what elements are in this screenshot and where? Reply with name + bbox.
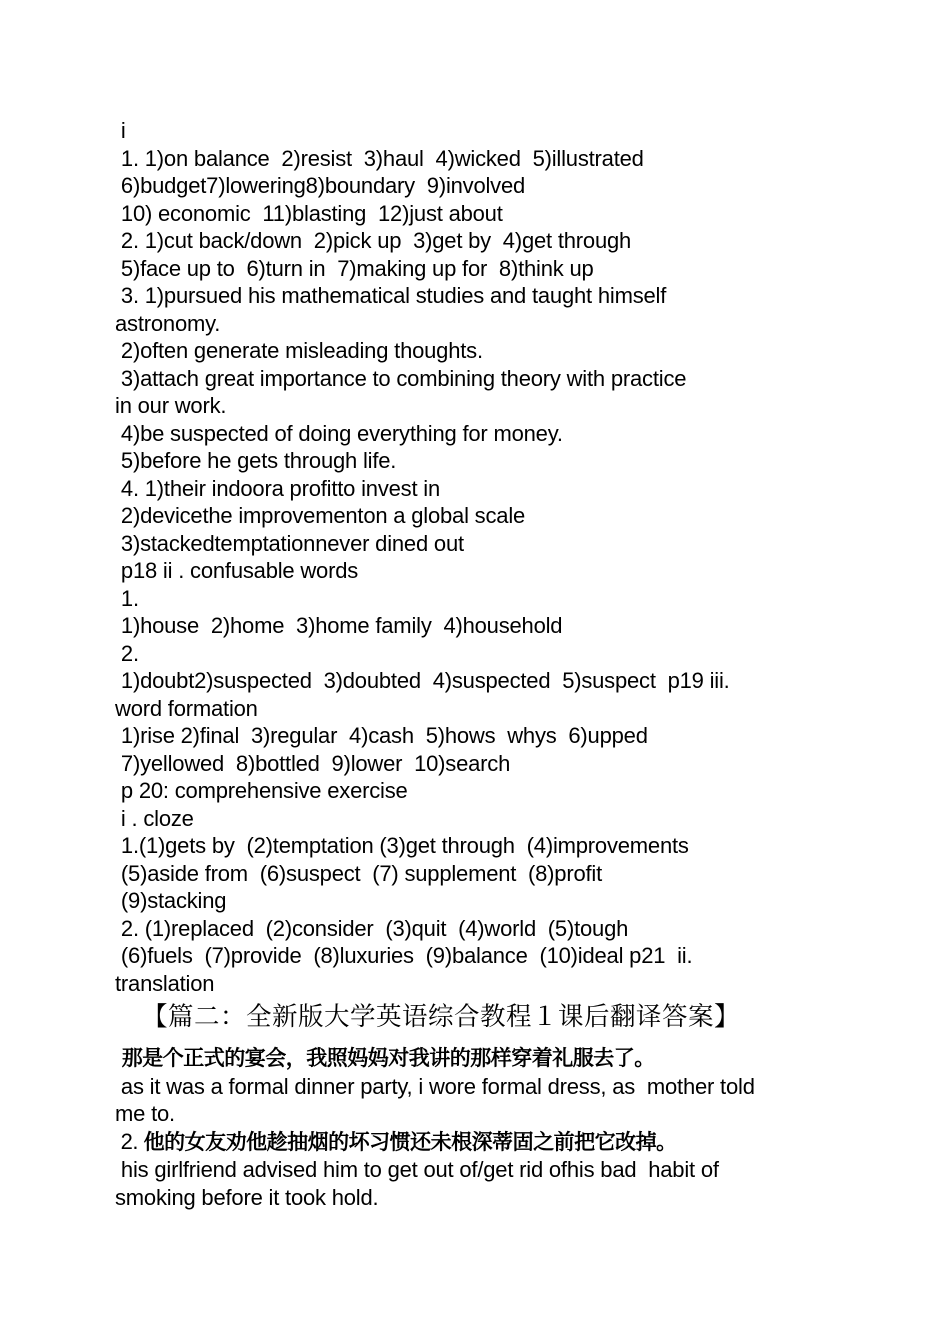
text-line: 1.(1)gets by (2)temptation (3)get through (4)improvements	[115, 833, 689, 858]
text-line: 2. 1)cut back/down 2)pick up 3)get by 4)get through	[115, 228, 632, 253]
text-line: 3)stackedtemptationnever dined out	[115, 530, 464, 556]
text-line: word formation	[115, 695, 258, 721]
text-line: p 20: comprehensive exercise	[115, 778, 408, 803]
text-line: 2)devicethe improvementon a global scale	[115, 503, 526, 528]
document-page	[115, 117, 835, 1211]
text-line: in our work.	[115, 393, 227, 418]
text-line: (6)fuels (7)provide (8)luxuries (9)balance (10)ideal p21 ii.	[115, 943, 693, 968]
text-line: i . cloze	[115, 805, 194, 831]
text-line: 4)be suspected of doing everything for money.	[115, 420, 563, 446]
translation-answer-english: me to.	[115, 1101, 175, 1126]
text-line: astronomy.	[115, 310, 221, 336]
text-line: translation	[115, 970, 215, 996]
text-line: 4. 1)their indoora profitto invest in	[115, 475, 441, 501]
translation-answer-english: smoking before it took hold.	[115, 1184, 379, 1210]
text-line: 1)doubt2)suspected 3)doubted 4)suspected 5)suspect p19 iii.	[115, 668, 730, 693]
text-line: 5)face up to 6)turn in 7)making up for 8)think up	[115, 255, 594, 281]
text-line: 1. 1)on balance 2)resist 3)haul 4)wicked 5)illustrated	[115, 145, 644, 171]
text-line: 3. 1)pursued his mathematical studies and taught himself	[115, 283, 667, 308]
translation-section	[115, 1045, 835, 1211]
translation-question-chinese: 他的女友劝他趁抽烟的坏习惯还未根深蒂固之前把它改掉。	[143, 1129, 677, 1154]
text-line: 7)yellowed 8)bottled 9)lower 10)search	[115, 750, 511, 776]
text-line: 2)often generate misleading thoughts.	[115, 338, 483, 363]
text-line: 10) economic 11)blasting 12)just about	[115, 200, 503, 226]
text-line: (9)stacking	[115, 888, 227, 913]
translation-answer-english: as it was a formal dinner party, i wore formal dress, as mother told	[115, 1073, 755, 1099]
answer-key-section	[115, 117, 835, 997]
text-line: 2. (1)replaced (2)consider (3)quit (4)world (5)tough	[115, 915, 629, 941]
question-number: 2.	[115, 1128, 144, 1154]
translation-answer-english: his girlfriend advised him to get out of/get rid ofhis bad habit of	[115, 1157, 719, 1182]
text-line: 1)rise 2)final 3)regular 4)cash 5)hows whys 6)upped	[115, 723, 648, 748]
text-line: 5)before he gets through life.	[115, 448, 397, 473]
text-line: 1.	[115, 585, 139, 611]
text-line: 2.	[115, 640, 139, 666]
text-line: 1)house 2)home 3)home family 4)household	[115, 613, 563, 638]
text-line: 3)attach great importance to combining theory with practice	[115, 365, 687, 391]
text-line: p18 ii . confusable words	[115, 558, 359, 583]
text-line: (5)aside from (6)suspect (7) supplement (8)profit	[115, 860, 603, 886]
translation-question-chinese: 那是个正式的宴会，我照妈妈对我讲的那样穿着礼服去了。	[115, 1046, 655, 1070]
text-line: i	[115, 118, 126, 143]
section-heading: 【篇二：全新版大学英语综合教程１课后翻译答案】	[142, 1002, 741, 1032]
translation-question-2	[115, 1128, 835, 1157]
text-line: 6)budget7)lowering8)boundary 9)involved	[115, 173, 526, 198]
